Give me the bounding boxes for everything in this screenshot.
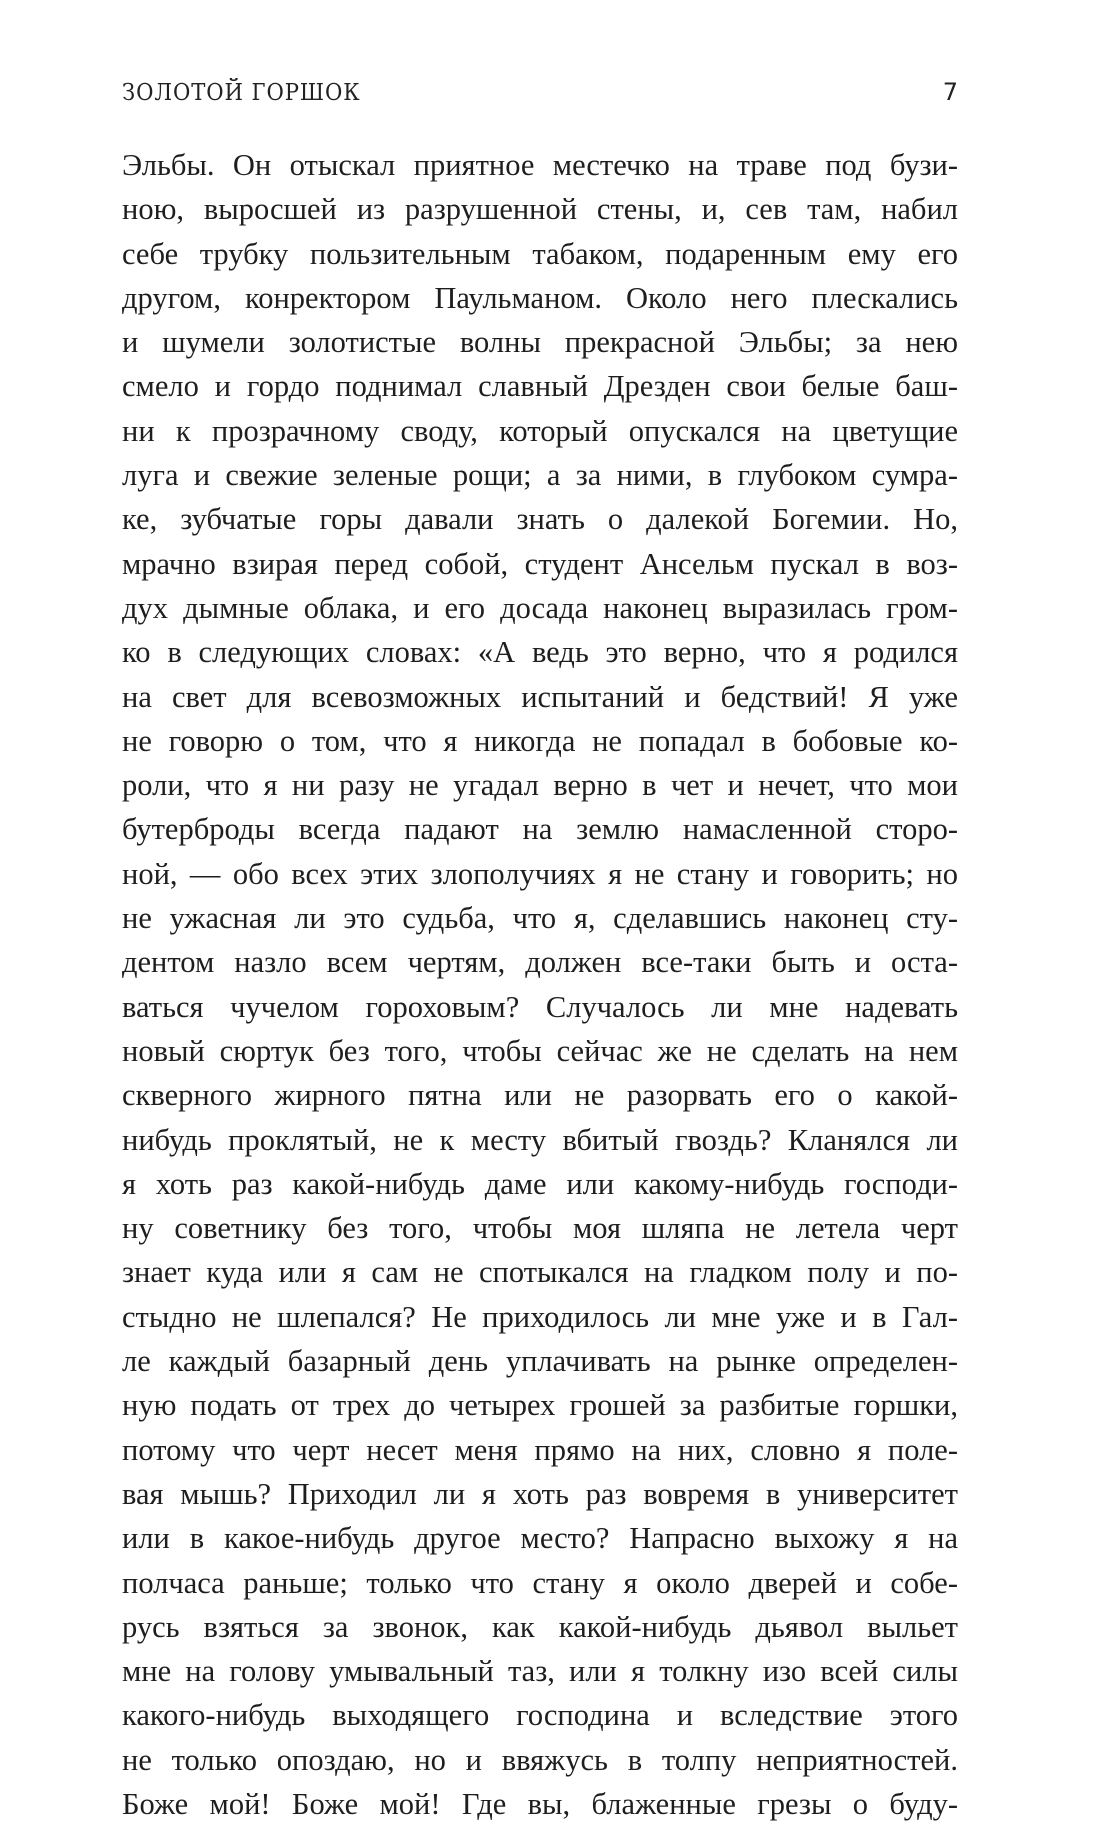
text-line: Эльбы. Он отыскал приятное местечко на траве под бузи- — [122, 148, 958, 182]
text-line: ною, выросшей из разрушенной стены, и, сев там, набил — [122, 192, 958, 227]
text-line: мрачно взирая перед собой, студент Ансельм пускал в воз- — [122, 546, 958, 581]
text-line: ную подать от трех до четырех грошей за разбитые горшки, — [122, 1388, 958, 1423]
text-line: и шумели золотистые волны прекрасной Эльбы; за нею — [122, 325, 958, 360]
text-line: ну советнику без того, чтобы моя шляпа не летела черт — [122, 1211, 958, 1246]
text-line: Боже мой! Боже мой! Где вы, блаженные грезы о буду- — [122, 1786, 958, 1821]
text-line: смело и гордо поднимал славный Дрезден свои белые баш- — [122, 369, 958, 404]
text-line: ной, — обо всех этих злополучиях я не стану и говорить; но — [122, 856, 958, 891]
text-line: мне на голову умывальный таз, или я толкну изо всей силы — [122, 1654, 958, 1689]
text-line: дух дымные облака, и его досада наконец выразилась гром- — [122, 590, 958, 625]
text-line: луга и свежие зеленые рощи; а за ними, в глубоком сумра- — [122, 458, 958, 493]
text-line: дентом назло всем чертям, должен все-таки быть и оста- — [122, 945, 958, 980]
text-line: не говорю о том, что я никогда не попадал в бобовые ко- — [122, 723, 958, 758]
running-header — [122, 80, 958, 110]
text-line: себе трубку пользительным табаком, подаренным ему его — [122, 236, 958, 271]
text-line: русь взяться за звонок, как какой-нибудь дьявол выльет — [122, 1609, 958, 1644]
text-line: стыдно не шлепался? Не приходилось ли мне уже и в Гал- — [122, 1299, 958, 1334]
text-line: или в какое-нибудь другое место? Напрасно выхожу я на — [122, 1521, 958, 1556]
text-line: какого-нибудь выходящего господина и вследствие этого — [122, 1698, 958, 1733]
text-line: нибудь проклятый, не к месту вбитый гвоздь? Кланялся ли — [122, 1122, 958, 1157]
text-line: ке, зубчатые горы давали знать о далекой Богемии. Но, — [122, 502, 958, 537]
text-line: ваться чучелом гороховым? Случалось ли мне надевать — [122, 989, 958, 1024]
text-line: ле каждый базарный день уплачивать на рынке определен- — [122, 1344, 958, 1379]
text-line: не ужасная ли это судьба, что я, сделавшись наконец сту- — [122, 901, 958, 936]
text-line: на свет для всевозможных испытаний и бедствий! Я уже — [122, 679, 958, 714]
text-line: ко в следующих словах: «А ведь это верно, что я родился — [122, 635, 958, 670]
text-line: ни к прозрачному своду, который опускался на цветущие — [122, 413, 958, 448]
text-line: бутерброды всегда падают на землю намасленной сторо- — [122, 812, 958, 847]
text-line: скверного жирного пятна или не разорвать его о какой- — [122, 1078, 958, 1113]
text-line: не только опоздаю, но и ввяжусь в толпу неприятностей. — [122, 1742, 958, 1777]
text-line: другом, конректором Паульманом. Около него плескались — [122, 280, 958, 315]
text-line: вая мышь? Приходил ли я хоть раз вовремя в университет — [122, 1476, 958, 1511]
page-number: 7 — [942, 78, 958, 106]
text-line: знает куда или я сам не спотыкался на гладком полу и по- — [122, 1255, 958, 1290]
text-line: потому что черт несет меня прямо на них, словно я поле- — [122, 1432, 958, 1467]
text-line: новый сюртук без того, чтобы сейчас же не сделать на нем — [122, 1033, 958, 1068]
text-line: роли, что я ни разу не угадал верно в чет и нечет, что мои — [122, 768, 958, 803]
body-text — [122, 143, 958, 1826]
text-line: полчаса раньше; только что стану я около дверей и собе- — [122, 1565, 958, 1600]
running-title: ЗОЛОТОЙ ГОРШОК — [122, 80, 361, 106]
text-line: я хоть раз какой-нибудь даме или какому-нибудь господи- — [122, 1166, 958, 1201]
